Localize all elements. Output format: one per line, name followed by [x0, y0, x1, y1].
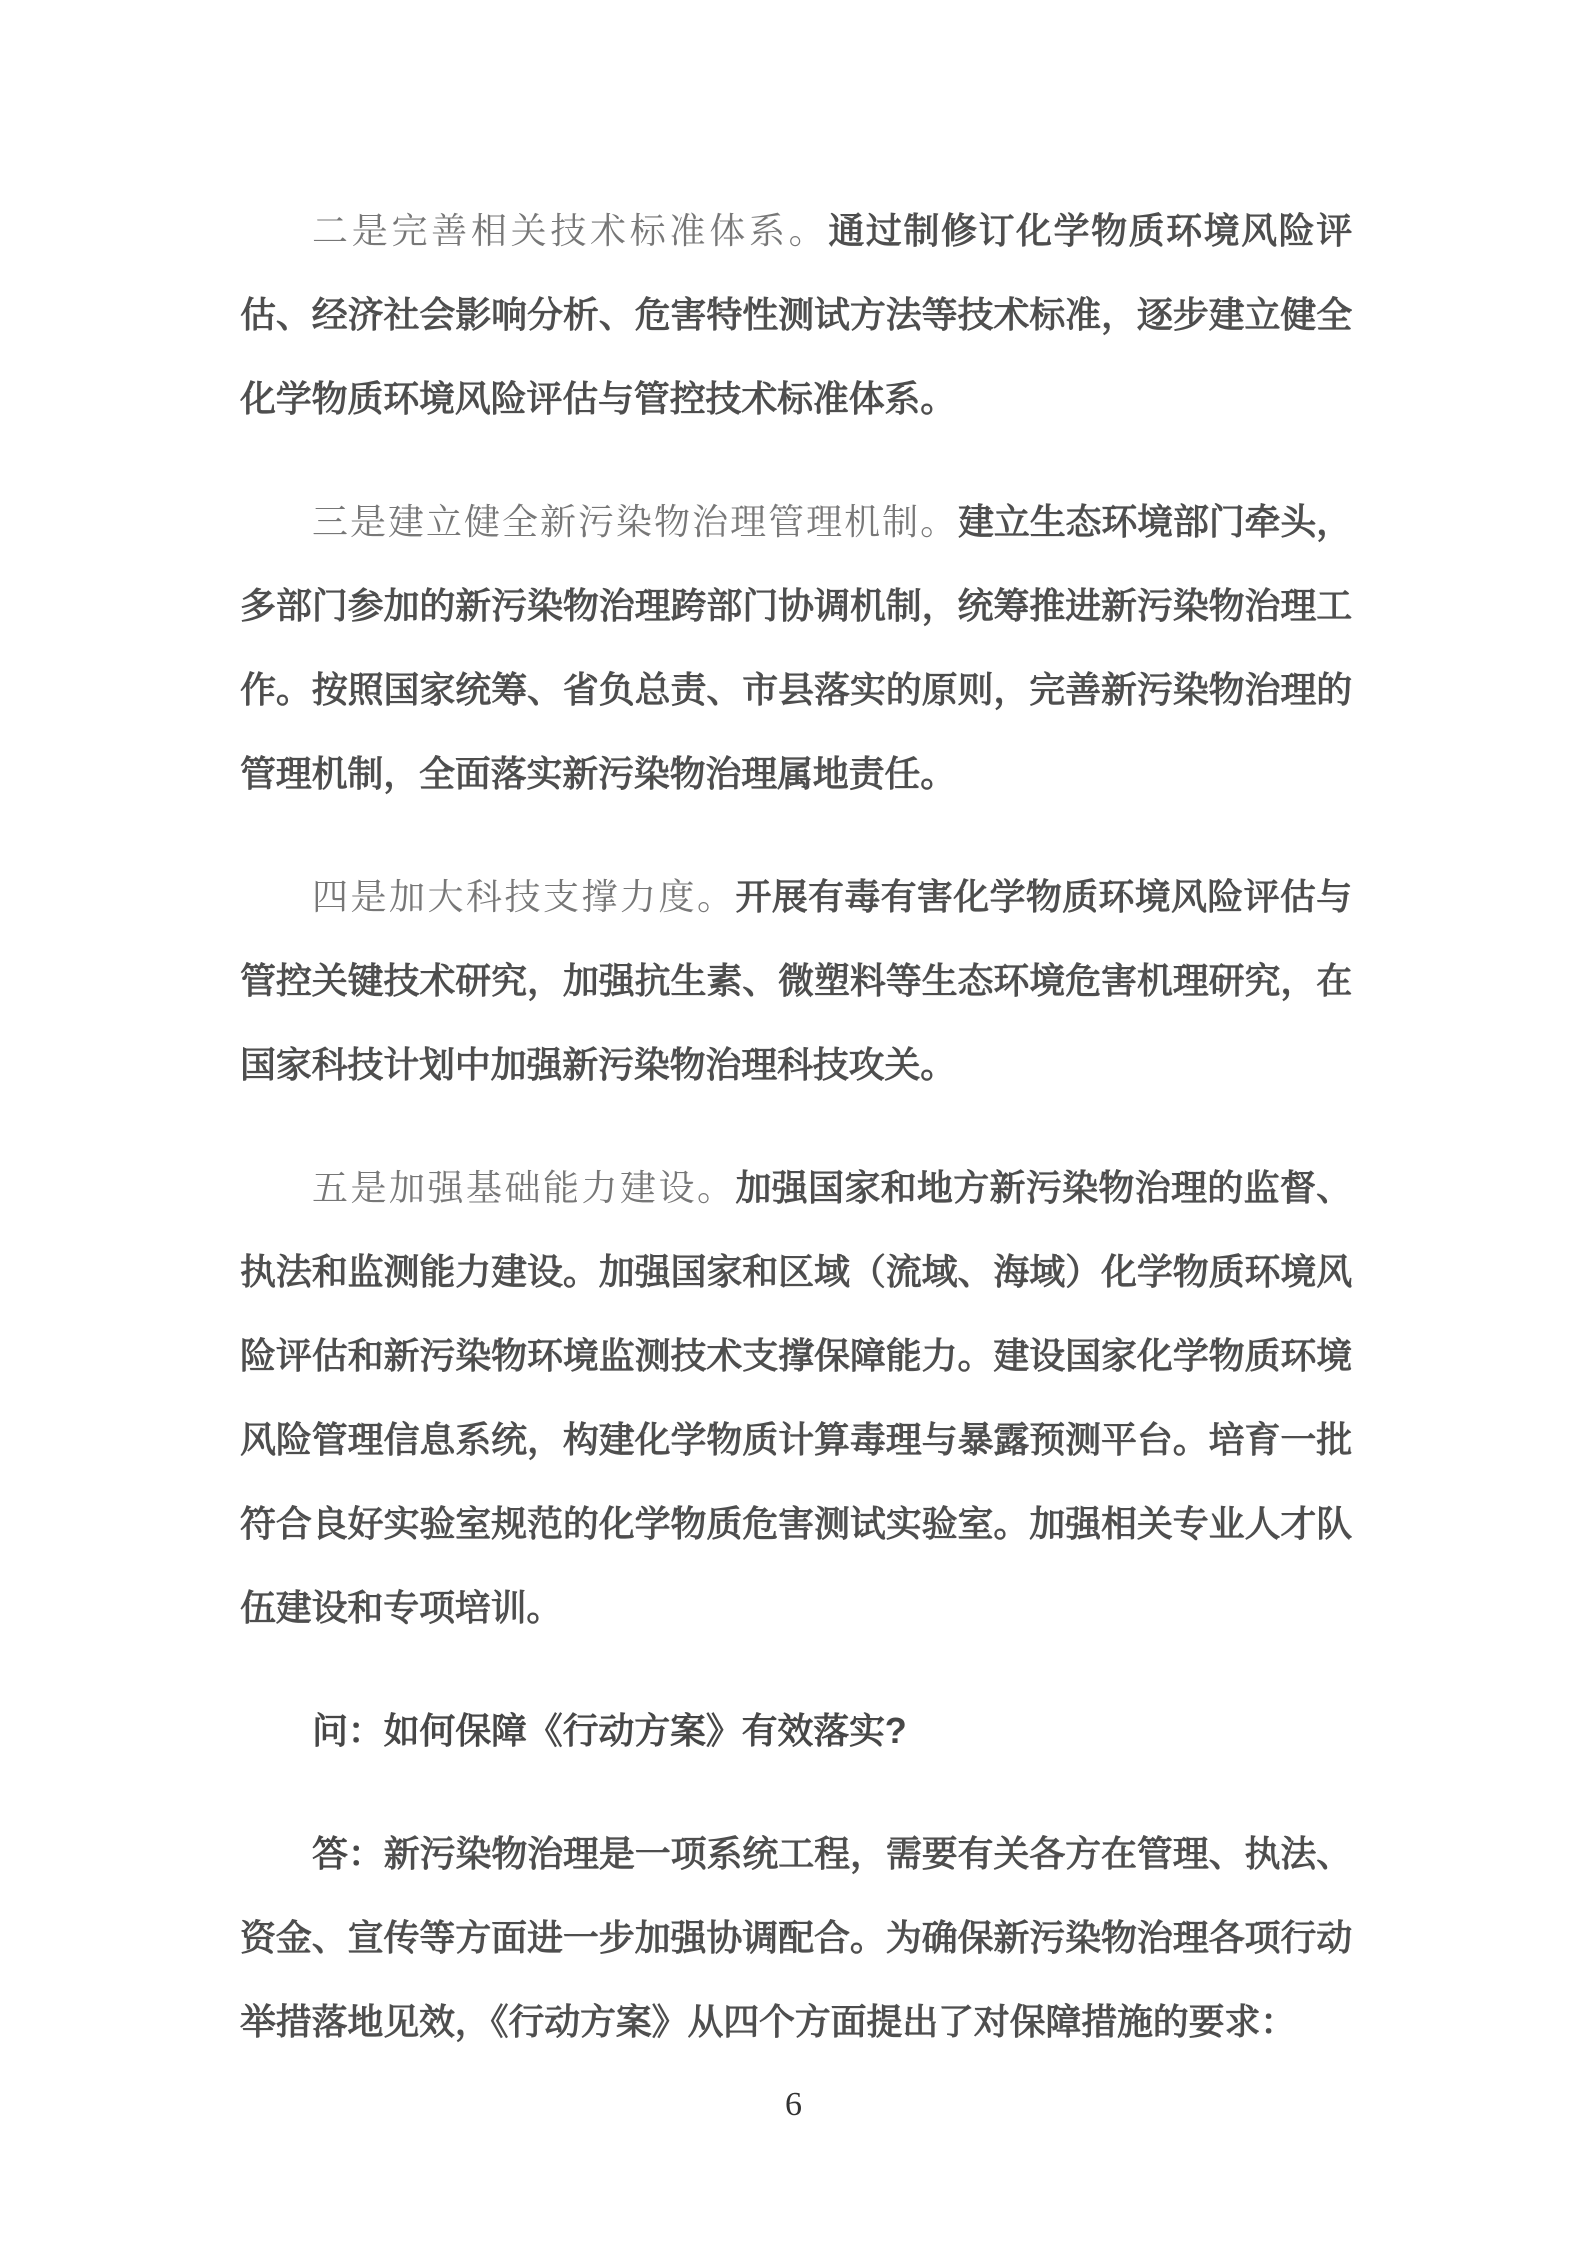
page-number: 6	[785, 2086, 802, 2123]
question-heading: 问：如何保障《行动方案》有效落实?	[312, 1710, 907, 1751]
answer-label: 答：	[312, 1833, 384, 1874]
paragraph-point-four	[240, 855, 1352, 1107]
paragraph-body: 通过制修订化学物质环境风险评估、经济社会影响分析、危害特性测试方法等技术标准，逐步建立健全化学物质环境风险评估与管控技术标准体系。	[240, 210, 1352, 419]
document-content	[240, 189, 1352, 2103]
paragraph-lead: 五是加强基础能力建设。	[312, 1167, 736, 1208]
paragraph-point-two	[240, 189, 1352, 441]
paragraph-lead: 三是建立健全新污染物治理管理机制。	[312, 501, 959, 542]
paragraph-point-five	[240, 1146, 1352, 1650]
answer-body: 新污染物治理是一项系统工程，需要有关各方在管理、执法、资金、宣传等方面进一步加强协调配合。为确保新污染物治理各项行动举措落地见效，《行动方案》从四个方面提出了对保障措施的要求：	[240, 1833, 1352, 2042]
paragraph-body: 加强国家和地方新污染物治理的监督、执法和监测能力建设。加强国家和区域（流域、海域）化学物质环境风险评估和新污染物环境监测技术支撑保障能力。建设国家化学物质环境风险管理信息系统，构建化学物质计算毒理与暴露预测平台。培育一批符合良好实验室规范的化学物质危害测试实验室。加强相关专业人才队伍建设和专项培训。	[240, 1167, 1352, 1628]
paragraph-body: 建立生态环境部门牵头，多部门参加的新污染物治理跨部门协调机制，统筹推进新污染物治理工作。按照国家统筹、省负总责、市县落实的原则，完善新污染物治理的管理机制，全面落实新污染物治理属地责任。	[240, 501, 1352, 794]
paragraph-point-three	[240, 480, 1352, 816]
answer-paragraph	[240, 1812, 1352, 2064]
paragraph-body: 开展有毒有害化学物质环境风险评估与管控关键技术研究，加强抗生素、微塑料等生态环境危害机理研究，在国家科技计划中加强新污染物治理科技攻关。	[240, 876, 1352, 1085]
paragraph-lead: 四是加大科技支撑力度。	[312, 876, 736, 917]
paragraph-lead: 二是完善相关技术标准体系。	[312, 210, 829, 251]
